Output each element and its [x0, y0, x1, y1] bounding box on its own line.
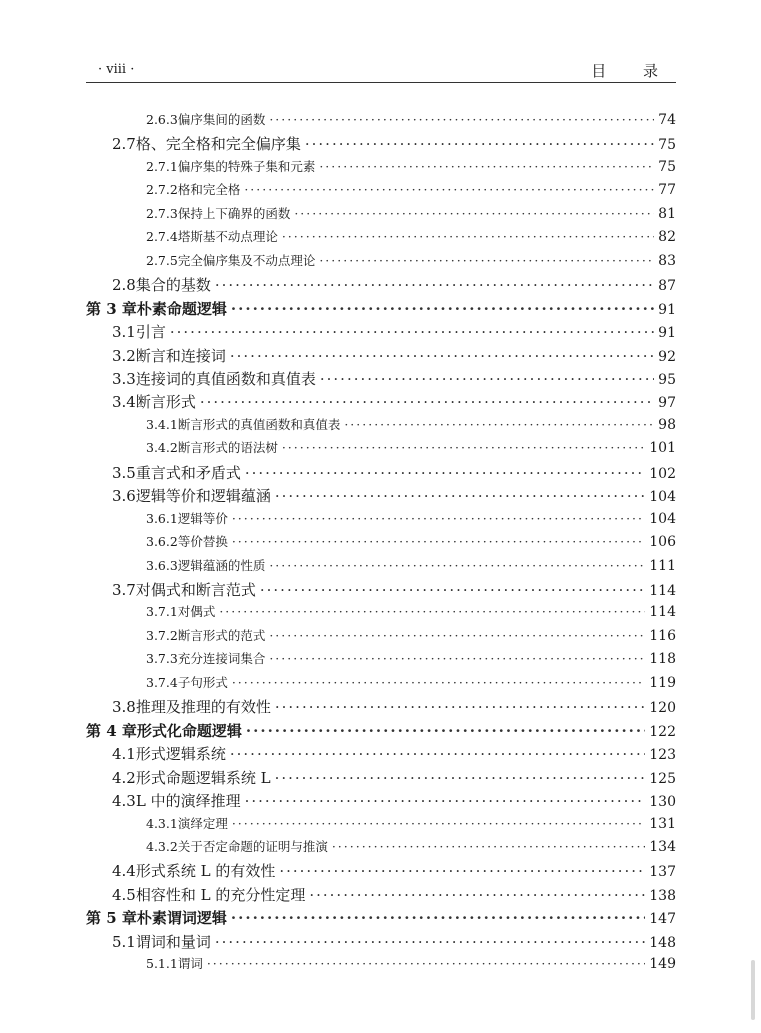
toc-entry-section[interactable]	[112, 133, 676, 154]
toc-entry-section[interactable]	[112, 274, 676, 295]
toc-entry-title: 断言形式的范式	[177, 627, 266, 643]
toc-entry-subsection[interactable]	[146, 954, 676, 972]
toc-entry-title: 断言和连接词	[135, 346, 226, 365]
toc-entry-title: 完全偏序集及不动点理论	[177, 252, 316, 268]
toc-entry-subsection[interactable]	[146, 157, 676, 175]
toc-entry-page: 148	[649, 934, 676, 951]
toc-entry-number: 2.7.2	[146, 182, 178, 198]
running-title: 目 录	[591, 62, 674, 80]
toc-entry-section[interactable]	[112, 767, 676, 788]
toc-entry-page: 120	[649, 700, 676, 717]
toc-entry-number: 3.4.2	[146, 440, 178, 456]
toc-entry-page: 104	[649, 510, 676, 527]
dot-leader	[275, 698, 645, 716]
toc-entry-number: 4.3	[112, 792, 136, 811]
toc-entry-page: 106	[649, 534, 676, 551]
toc-entry-page: 83	[658, 252, 676, 269]
dot-leader	[245, 464, 645, 482]
toc-entry-section[interactable]	[112, 462, 676, 483]
dot-leader	[231, 300, 654, 318]
toc-entry-page: 74	[658, 112, 676, 128]
toc-entry-subsection[interactable]	[146, 649, 676, 667]
toc-entry-title: 重言式和矛盾式	[135, 463, 241, 482]
toc-entry-page: 138	[649, 887, 676, 904]
toc-entry-title: 谓词和量词	[135, 932, 211, 951]
dot-leader	[232, 816, 645, 831]
toc-entry-title: 逻辑等价	[177, 510, 228, 526]
toc-entry-number: 3.2	[112, 346, 136, 365]
dot-leader	[319, 253, 654, 268]
toc-entry-title: 等价替换	[177, 534, 228, 550]
toc-entry-page: 77	[658, 182, 676, 199]
toc-entry-title: 对偶式	[177, 604, 216, 620]
toc-entry-number: 2.8	[112, 276, 136, 295]
dot-leader	[282, 440, 645, 455]
dot-leader	[170, 323, 654, 341]
toc-entry-page: 102	[649, 465, 676, 482]
page-header	[86, 62, 676, 83]
toc-entry-number: 5.1.1	[146, 956, 178, 972]
toc-entry-section[interactable]	[112, 345, 676, 366]
toc-entry-page: 98	[658, 416, 676, 433]
toc-entry-number: 4.1	[112, 745, 136, 764]
toc-entry-number: 3.6.3	[146, 557, 178, 573]
toc-entry-title: 断言形式的真值函数和真值表	[177, 416, 341, 432]
toc-entry-title: 断言形式的语法树	[177, 440, 278, 456]
toc-entry-title: 形式命题逻辑系统 L	[135, 768, 271, 787]
toc-entry-page: 123	[649, 747, 676, 764]
toc-entry-section[interactable]	[112, 696, 676, 717]
toc-entry-title: 演绎定理	[177, 815, 228, 831]
dot-leader	[275, 769, 646, 787]
toc-entry-title: 偏序集的特殊子集和元素	[177, 158, 316, 174]
toc-entry-section[interactable]	[112, 931, 676, 952]
toc-entry-number: 4.2	[112, 768, 136, 787]
toc-entry-subsection[interactable]	[146, 110, 676, 128]
toc-entry-number: 2.7.4	[146, 229, 178, 245]
toc-entry-page: 91	[658, 325, 676, 342]
scrollbar[interactable]	[751, 960, 755, 1020]
dot-leader	[200, 393, 654, 411]
toc-entry-subsection[interactable]	[146, 673, 676, 691]
toc-entry-page: 137	[649, 864, 676, 881]
toc-entry-title: 谓词	[177, 956, 203, 972]
dot-leader	[245, 792, 646, 810]
toc-entry-page: 82	[658, 229, 676, 246]
toc-entry-section[interactable]	[112, 884, 676, 905]
dot-leader	[282, 229, 654, 244]
toc-entry-subsection[interactable]	[146, 415, 676, 433]
toc-entry-number: 第 3 章	[86, 299, 137, 318]
toc-entry-number: 3.3	[112, 369, 136, 388]
toc-entry-title: 朴素谓词逻辑	[136, 909, 227, 928]
toc-entry-subsection[interactable]	[146, 814, 676, 832]
dot-leader	[319, 159, 654, 174]
toc-entry-page: 75	[658, 137, 676, 154]
toc-entry-title: 塔斯基不动点理论	[177, 229, 278, 245]
toc-entry-number: 3.6	[112, 487, 136, 506]
dot-leader	[231, 909, 645, 927]
toc-entry-title: 逻辑蕴涵的性质	[177, 557, 266, 573]
toc-entry-title: 断言形式	[135, 393, 196, 412]
toc-entry-number: 第 5 章	[86, 909, 137, 928]
toc-entry-section[interactable]	[112, 579, 676, 600]
toc-entry-number: 3.7.4	[146, 674, 178, 690]
toc-entry-number: 3.5	[112, 463, 136, 482]
toc-entry-subsection[interactable]	[146, 227, 676, 245]
toc-entry-section[interactable]	[112, 321, 676, 342]
toc-entry-title: 关于否定命题的证明与推演	[177, 838, 328, 854]
dot-leader	[279, 862, 645, 880]
dot-leader	[230, 745, 645, 763]
toc-entry-title: 连接词的真值函数和真值表	[135, 369, 316, 388]
toc-entry-page: 91	[658, 301, 676, 318]
toc-entry-subsection[interactable]	[146, 509, 676, 527]
toc-entry-section[interactable]	[112, 368, 676, 389]
toc-entry-subsection[interactable]	[146, 180, 676, 198]
dot-leader	[246, 722, 645, 740]
dot-leader	[215, 276, 654, 294]
toc-entry-chapter[interactable]	[86, 298, 676, 319]
toc-entry-subsection[interactable]	[146, 532, 676, 550]
toc-entry-page: 95	[658, 371, 676, 388]
toc-entry-title: 子句形式	[177, 674, 228, 690]
toc-entry-number: 4.3.1	[146, 815, 178, 831]
toc-entry-number: 第 4 章	[86, 721, 137, 740]
toc-entry-section[interactable]	[112, 743, 676, 764]
toc-entry-subsection[interactable]	[146, 556, 676, 574]
dot-leader	[344, 417, 654, 432]
toc-entry-subsection[interactable]	[146, 626, 676, 644]
toc-entry-page: 122	[649, 723, 676, 740]
toc-entry-page: 97	[658, 395, 676, 412]
toc-entry-title: 形式化命题逻辑	[136, 721, 242, 740]
toc-entry-number: 3.7.1	[146, 604, 178, 620]
toc-entry-title: 形式逻辑系统	[135, 745, 226, 764]
toc-entry-page: 114	[649, 604, 676, 621]
toc-entry-number: 2.7	[112, 135, 136, 154]
toc-entry-section[interactable]	[112, 790, 676, 811]
dot-leader	[244, 182, 654, 197]
toc-entry-section[interactable]	[112, 860, 676, 881]
toc-entry-page: 119	[649, 674, 676, 691]
toc-entry-number: 3.7	[112, 581, 136, 599]
toc-entry-number: 2.7.1	[146, 158, 178, 174]
dot-leader	[320, 370, 654, 388]
toc-entry-title: 保持上下确界的函数	[177, 205, 291, 221]
toc-entry-subsection[interactable]	[146, 602, 676, 620]
toc-entry-title: 朴素命题逻辑	[136, 299, 227, 318]
toc-entry-number: 4.3.2	[146, 838, 178, 854]
dot-leader	[309, 886, 645, 904]
dot-leader	[269, 112, 654, 127]
dot-leader	[332, 839, 645, 854]
toc-entry-title: 偏序集间的函数	[177, 112, 266, 127]
toc-entry-title: 集合的基数	[135, 276, 211, 295]
toc-entry-title: 对偶式和断言范式	[135, 581, 256, 599]
dot-leader	[269, 628, 645, 643]
toc-entry-title: 相容性和 L 的充分性定理	[135, 885, 306, 904]
toc-entry-chapter[interactable]	[86, 907, 676, 928]
dot-leader	[305, 135, 654, 153]
dot-leader	[260, 581, 645, 599]
toc-entry-title: 充分连接词集合	[177, 651, 266, 667]
toc-entry-number: 3.4	[112, 393, 136, 412]
toc-entry-title: L 中的演绎推理	[135, 792, 241, 811]
toc-entry-page: 114	[649, 583, 676, 599]
toc-entry-title: 引言	[135, 323, 166, 342]
toc-entry-subsection[interactable]	[146, 251, 676, 269]
toc-entry-number: 3.4.1	[146, 416, 178, 432]
dot-leader	[230, 347, 654, 365]
dot-leader	[232, 511, 645, 526]
dot-leader	[232, 534, 645, 549]
toc-entry-page: 149	[649, 956, 676, 973]
toc-entry-page: 131	[649, 815, 676, 832]
toc-entry-section[interactable]	[112, 391, 676, 412]
toc-entry-title: 逻辑等价和逻辑蕴涵	[135, 487, 271, 506]
dot-leader	[275, 487, 645, 505]
toc-entry-page: 75	[658, 158, 676, 175]
dot-leader	[215, 933, 645, 951]
dot-leader	[269, 558, 645, 573]
toc-entry-chapter[interactable]	[86, 720, 676, 741]
toc-entry-number: 2.7.3	[146, 205, 178, 221]
toc-entry-page: 111	[649, 557, 676, 574]
toc-entry-page: 147	[649, 911, 676, 928]
toc-entry-number: 3.7.2	[146, 627, 178, 643]
dot-leader	[219, 604, 645, 619]
toc-entry-title: 格和完全格	[177, 182, 241, 198]
toc-entry-page: 92	[658, 348, 676, 365]
toc-entry-number: 4.4	[112, 862, 136, 881]
toc-entry-subsection[interactable]	[146, 438, 676, 456]
toc-entry-page: 81	[658, 205, 676, 222]
toc-entry-subsection[interactable]	[146, 837, 676, 855]
toc-entry-number: 2.7.5	[146, 252, 178, 268]
dot-leader	[294, 206, 654, 221]
toc-entry-page: 130	[649, 794, 676, 811]
toc-entry-number: 3.7.3	[146, 651, 178, 667]
toc-entry-number: 3.6.1	[146, 510, 178, 526]
toc-entry-number: 2.6.3	[146, 112, 178, 127]
toc-entry-number: 4.5	[112, 885, 136, 904]
toc-entry-page: 104	[649, 489, 676, 506]
toc-entry-number: 3.6.2	[146, 534, 178, 550]
toc-entry-page: 118	[649, 651, 676, 668]
toc-entry-subsection[interactable]	[146, 204, 676, 222]
toc-entry-section[interactable]	[112, 485, 676, 506]
toc-entry-number: 3.1	[112, 323, 136, 342]
page-number-label: · viii ·	[98, 62, 135, 77]
toc-entry-title: 形式系统 L 的有效性	[135, 862, 276, 881]
toc-entry-page: 134	[649, 838, 676, 855]
toc-entry-number: 3.8	[112, 698, 136, 717]
dot-leader	[232, 675, 645, 690]
toc-entry-title: 推理及推理的有效性	[135, 698, 271, 717]
toc-entry-title: 格、完全格和完全偏序集	[135, 135, 301, 154]
toc-entry-page: 101	[649, 440, 676, 457]
toc-entry-number: 5.1	[112, 932, 136, 951]
toc-entry-page: 116	[649, 627, 676, 644]
toc-entry-page: 125	[649, 770, 676, 787]
toc-entry-page: 87	[658, 278, 676, 295]
dot-leader	[269, 651, 645, 666]
dot-leader	[207, 956, 645, 971]
